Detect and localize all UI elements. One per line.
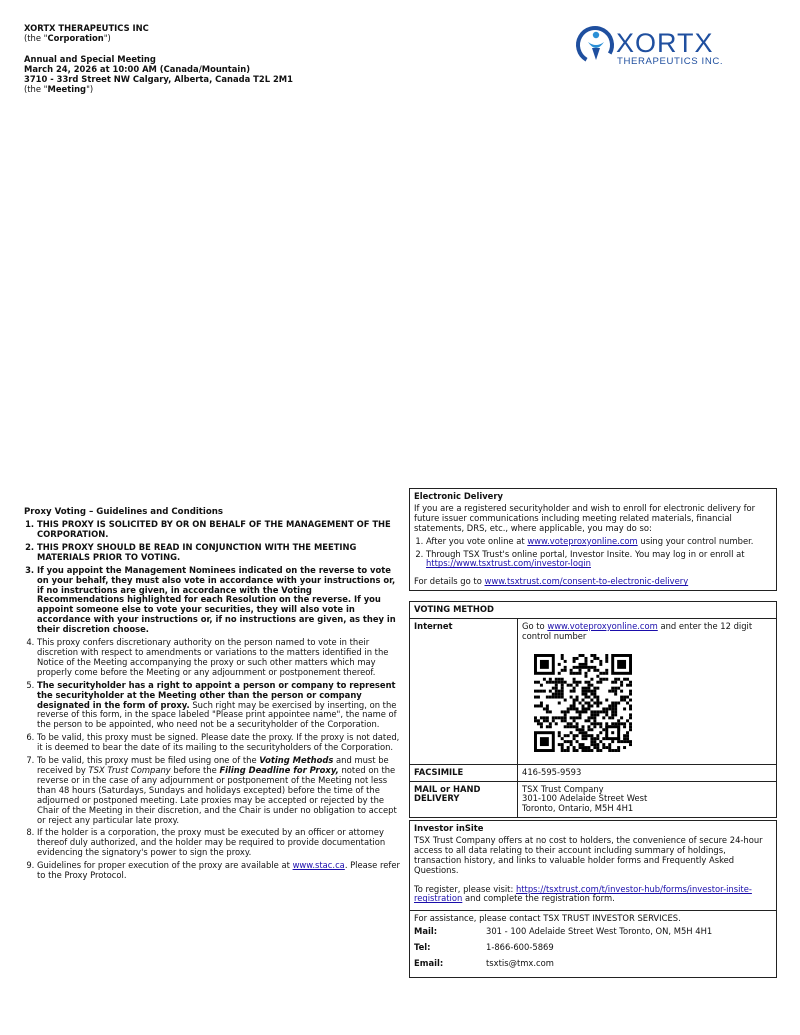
fax-label: FACSIMILE: [410, 764, 518, 781]
contact-mail-row: Mail: 301 - 100 Adelaide Street West Toronto, ON, M5H 4H1: [414, 926, 713, 937]
voteproxy-link[interactable]: www.voteproxyonline.com: [527, 535, 638, 546]
guideline-item: 3. If you appoint the Management Nominees indicated on the reverse to vote on your behalf, they must also vote in accordance with your instructions or, if no instructions are given, in accordance with the Voting Recommendations highlighted for each Resolution on the reverse. If you appoint someone else to vote your securities, they will also vote in accordance with your instructions or, if no instructions are given, as they in their discretion choose.: [37, 566, 400, 635]
mail-label: MAIL or HAND DELIVERY: [410, 781, 518, 817]
corporation-designation: (the "Corporation"): [24, 32, 111, 43]
investor-insite-box: [409, 820, 777, 978]
meeting-designation: (the "Meeting"): [24, 83, 94, 94]
company-logo: [574, 24, 724, 68]
guidelines-title: Proxy Voting – Guidelines and Conditions: [24, 507, 223, 517]
voting-method-box: [409, 601, 777, 818]
insite-body: TSX Trust Company offers at no cost to holders, the convenience of secure 24-hour access to all data relating to their account including summary of holdings, transaction history, and links to valuable holder forms and Frequently Asked Questions.: [414, 834, 763, 875]
electronic-delivery-intro: If you are a registered securityholder and wish to enroll for electronic delivery for future issuer communications including meeting related materials, financial statements, DRS, etc., where applicable, you may do so:: [414, 502, 756, 533]
voting-internet-row: [410, 618, 776, 764]
insite-registration-link[interactable]: https://tsxtrust.com/t/investor-hub/forms/investor-insite-registration: [414, 883, 752, 904]
voting-method-title: VOTING METHOD: [414, 604, 494, 614]
electronic-details: For details go to www.tsxtrust.com/consent-to-electronic-delivery: [414, 576, 689, 587]
meeting-type: Annual and Special Meeting: [24, 53, 156, 64]
company-name: XORTX THERAPEUTICS INC: [24, 23, 149, 33]
fax-number: 416-595-9593: [518, 764, 777, 781]
internet-instructions: Go to www.voteproxyonline.com and enter the 12 digit control number: [522, 620, 753, 641]
electronic-step-2: 2. Through TSX Trust's online portal, Investor Insite. You may log in or enroll at https://www.tsxtrust.com/investor-login: [426, 550, 772, 570]
mail-address-line: Toronto, Ontario, M5H 4H1: [522, 803, 634, 814]
logo-wordmark: XORTX: [616, 28, 714, 58]
guideline-item: 5. The securityholder has a right to appoint a person or company to represent the securityholder at the Meeting other than the person or company designated in the form of proxy. Such right may be exercised by inserting, on the reverse of this form, in the space labeled "Please print appointee name", the name of the person to be appointed, who need not be a securityholder of the Corporation.: [37, 681, 400, 731]
guideline-item: 7. To be valid, this proxy must be filed using one of the Voting Methods and must be received by TSX Trust Company before the Filing Deadline for Proxy, noted on the reverse or in the case of any adjournment or postponement of the Meeting not less than 48 hours (Saturdays, Sundays and holidays excepted) before the time of the adjourned or postponed meeting. Late proxies may be accepted or rejected by the Chair of the Meeting in their discretion, and the Chair is under no obligation to accept or reject any particular late proxy.: [37, 756, 400, 825]
internet-vote-link[interactable]: www.voteproxyonline.com: [547, 620, 658, 631]
insite-title: Investor inSite: [414, 823, 484, 833]
meeting-header: [24, 24, 444, 94]
contact-email-row: Email: tsxtis@tmx.com: [414, 958, 554, 969]
guideline-item: 8. If the holder is a corporation, the proxy must be executed by an officer or attorney thereof duly authorized, and the holder may be required to provide documentation evidencing the signatory's power to sign the proxy.: [37, 828, 400, 858]
electronic-delivery-title: Electronic Delivery: [414, 491, 503, 501]
guideline-item: 1. THIS PROXY IS SOLICITED BY OR ON BEHALF OF THE MANAGEMENT OF THE CORPORATION.: [37, 520, 400, 540]
electronic-delivery-box: [409, 488, 777, 591]
meeting-date: March 24, 2026 at 10:00 AM (Canada/Mountain): [24, 63, 251, 74]
guideline-item: 2. THIS PROXY SHOULD BE READ IN CONJUNCTION WITH THE MEETING MATERIALS PRIOR TO VOTING.: [37, 543, 400, 563]
meeting-address: 3710 - 33rd Street NW Calgary, Alberta, Canada T2L 2M1: [24, 73, 293, 84]
guideline-item: 9. Guidelines for proper execution of the proxy are available at www.stac.ca. Please refer to the Proxy Protocol.: [37, 861, 400, 881]
guideline-item: 4. This proxy confers discretionary authority on the person named to vote in their discretion with respect to amendments or variations to the matters identified in the Notice of the Meeting accompanying the proxy or such other matters which may properly come before the Meeting or any adjournment or postponement thereof.: [37, 638, 400, 678]
investor-login-link[interactable]: https://www.tsxtrust.com/investor-login: [426, 558, 591, 569]
voting-mail-row: [410, 781, 776, 817]
consent-delivery-link[interactable]: www.tsxtrust.com/consent-to-electronic-delivery: [484, 576, 689, 587]
stac-link[interactable]: www.stac.ca: [292, 860, 345, 871]
guideline-item: 6. To be valid, this proxy must be signed. Please date the proxy. If the proxy is not dated, it is deemed to bear the date of its mailing to the securityholders of the Corporation.: [37, 733, 400, 753]
insite-register: To register, please visit: https://tsxtrust.com/t/investor-hub/forms/investor-insite-registration and complete the registration form.: [414, 883, 752, 904]
internet-label: Internet: [410, 618, 518, 764]
contact-tel-row: Tel: 1-866-600-5869: [414, 942, 554, 953]
voting-fax-row: [410, 764, 776, 781]
contact-email: tsxtis@tmx.com: [486, 958, 554, 969]
logo-subtitle: THERAPEUTICS INC.: [617, 56, 724, 67]
mail-address-line: TSX Trust Company: [522, 783, 604, 794]
qr-code[interactable]: [534, 654, 632, 752]
electronic-step-1: 1. After you vote online at www.voteproxyonline.com using your control number.: [426, 537, 772, 547]
assistance-note: For assistance, please contact TSX TRUST INVESTOR SERVICES.: [414, 913, 681, 924]
mail-address-line: 301-100 Adelaide Street West: [522, 793, 648, 804]
proxy-guidelines: [24, 507, 400, 884]
